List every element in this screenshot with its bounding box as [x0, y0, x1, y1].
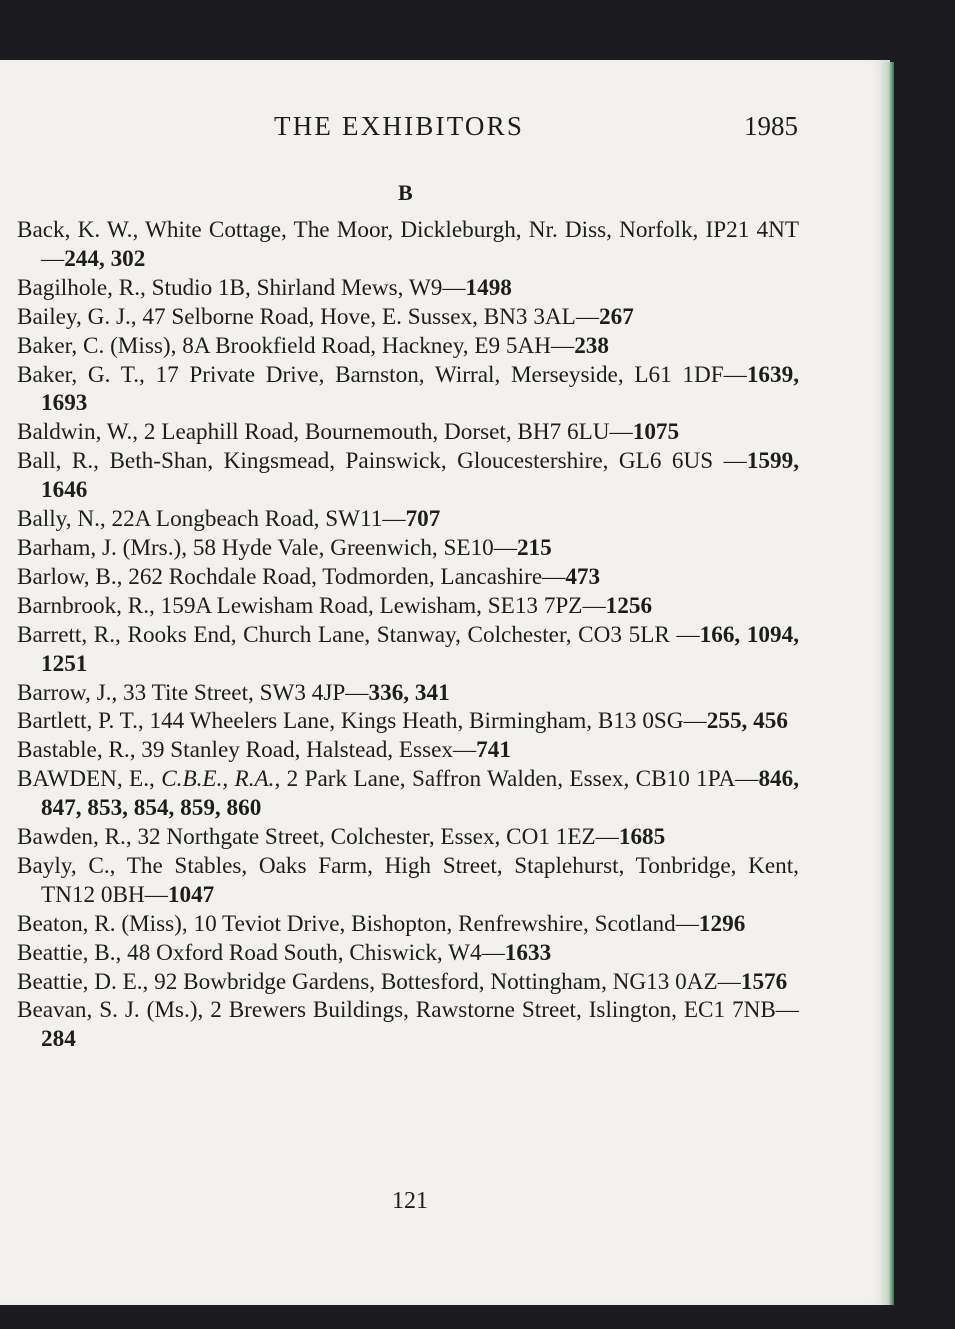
exhibitor-address: 10 Teviot Drive, Bishopton, Renfrewshire, Scotland—: [193, 910, 699, 937]
exhibitor-entry: [17, 621, 799, 679]
exhibitor-name: Beattie, D. E.,: [17, 968, 149, 995]
exhibitor-address: 2 Brewers Buildings, Rawstorne Street, Islington, EC1 7NB—: [210, 997, 799, 1024]
exhibitor-name: Back, K. W.,: [17, 217, 139, 243]
exhibitor-name: Barnbrook, R.,: [17, 592, 155, 619]
catalogue-numbers: 473: [565, 563, 601, 590]
exhibitor-entry: [17, 216, 799, 274]
exhibitor-address: Studio 1B, Shirland Mews, W9—: [151, 274, 466, 301]
exhibitor-address: 39 Stanley Road, Halstead, Essex—: [141, 737, 477, 764]
exhibitor-name: Baker, G. T.,: [17, 361, 145, 388]
catalogue-numbers: 1498: [465, 274, 512, 301]
exhibitor-name: Baker, C. (Miss),: [17, 332, 177, 359]
exhibitor-address: 32 Northgate Street, Colchester, Essex, CO1 1EZ—: [137, 824, 619, 851]
exhibitor-address: White Cottage, The Moor, Dickleburgh, Nr. Diss, Norfolk, IP21 4NT—: [41, 217, 799, 272]
catalogue-numbers: 215: [516, 534, 552, 561]
catalogue-numbers: 166, 1094, 1251: [41, 621, 800, 677]
exhibitor-name: Bailey, G. J.,: [17, 303, 137, 330]
catalogue-numbers: 255, 456: [706, 708, 788, 735]
exhibitor-address: 159A Lewisham Road, Lewisham, SE13 7PZ—: [160, 592, 606, 619]
exhibitor-address: 8A Brookfield Road, Hackney, E9 5AH—: [182, 332, 575, 359]
exhibitor-name: Bally, N.,: [17, 506, 106, 533]
exhibitor-entry: [17, 765, 799, 823]
exhibitor-name: Bartlett, P. T.,: [17, 708, 144, 735]
catalogue-numbers: 1075: [632, 419, 680, 446]
page-number: 121: [392, 1188, 428, 1214]
running-title: THE EXHIBITORS: [274, 111, 525, 141]
exhibitor-entry: [17, 736, 799, 765]
catalogue-numbers: 336, 341: [368, 679, 450, 706]
exhibitor-address: 262 Rochdale Road, Todmorden, Lancashire—: [128, 563, 566, 590]
exhibitor-name: Barrett, R.,: [17, 621, 121, 648]
exhibitor-address: 17 Private Drive, Barnston, Wirral, Merseyside, L61 1DF—: [155, 361, 747, 388]
exhibitor-honours: C.B.E., R.A.,: [161, 766, 281, 793]
exhibitor-name: Barham, J. (Mrs.),: [17, 534, 188, 561]
exhibitor-entry: [17, 939, 799, 968]
exhibitor-address: 2 Park Lane, Saffron Walden, Essex, CB10 1PA—: [286, 766, 759, 793]
exhibitor-entry: [17, 303, 799, 332]
exhibitor-entry: [17, 679, 799, 708]
catalogue-numbers: 1639, 1693: [41, 361, 799, 417]
exhibitor-entry: [17, 274, 799, 303]
exhibitor-name: Bawden, R.,: [17, 824, 132, 851]
exhibitor-address: Rooks End, Church Lane, Stanway, Colchester, CO3 5LR —: [127, 621, 700, 648]
exhibitor-entry: [17, 910, 799, 939]
exhibitor-address: 144 Wheelers Lane, Kings Heath, Birmingham, B13 0SG—: [149, 708, 707, 735]
exhibitor-entry: [17, 447, 799, 505]
year: 1985: [744, 111, 798, 141]
section-letter: B: [398, 180, 413, 205]
exhibitor-entry: [17, 852, 799, 910]
catalogue-numbers: 741: [476, 737, 511, 764]
catalogue-numbers: 707: [405, 506, 441, 533]
catalogue-numbers: 1047: [167, 881, 215, 908]
exhibitor-name: Barrow, J.,: [17, 679, 118, 706]
page-edge: [880, 62, 894, 1305]
catalogue-numbers: 284: [41, 1026, 76, 1053]
exhibitor-name: BAWDEN, E.,: [17, 766, 155, 793]
exhibitor-entry: [17, 418, 799, 447]
exhibitor-name: Beaton, R. (Miss),: [17, 910, 188, 937]
exhibitor-name: Bayly, C.,: [17, 852, 116, 879]
exhibitor-address: 47 Selborne Road, Hove, E. Sussex, BN3 3AL—: [142, 303, 600, 330]
exhibitor-name: Barlow, B.,: [17, 563, 123, 590]
exhibitor-name: Beattie, B.,: [17, 939, 122, 966]
exhibitor-address: 2 Leaphill Road, Bournemouth, Dorset, BH7 6LU—: [143, 419, 633, 446]
exhibitor-address: 92 Bowbridge Gardens, Bottesford, Nottingham, NG13 0AZ—: [154, 968, 741, 995]
exhibitor-list: [17, 216, 799, 1054]
exhibitor-address: 48 Oxford Road South, Chiswick, W4—: [127, 939, 505, 966]
catalogue-numbers: 1296: [698, 910, 746, 937]
catalogue-numbers: 1633: [504, 939, 552, 966]
exhibitor-entry: [17, 534, 799, 563]
exhibitor-name: Bastable, R.,: [17, 737, 136, 764]
catalogue-numbers: 1576: [740, 968, 788, 995]
exhibitor-name: Bagilhole, R.,: [17, 274, 146, 301]
exhibitor-address: 22A Longbeach Road, SW11—: [111, 506, 406, 533]
exhibitor-address: 58 Hyde Vale, Greenwich, SE10—: [192, 534, 517, 561]
catalogue-numbers: 244, 302: [64, 245, 146, 272]
exhibitor-address: 33 Tite Street, SW3 4JP—: [123, 679, 369, 706]
catalogue-numbers: 238: [574, 332, 609, 359]
catalogue-numbers: 1256: [605, 592, 653, 619]
exhibitor-entry: [17, 563, 799, 592]
running-header: [0, 111, 890, 145]
exhibitor-entry: [17, 707, 799, 736]
exhibitor-entry: [17, 968, 799, 997]
exhibitor-entry: [17, 505, 799, 534]
catalogue-numbers: 846, 847, 853, 854, 859, 860: [41, 766, 800, 822]
catalogue-numbers: 1685: [618, 824, 666, 851]
exhibitor-entry: [17, 361, 799, 419]
catalogue-numbers: 1599, 1646: [41, 448, 799, 504]
exhibitor-address: The Stables, Oaks Farm, High Street, Staplehurst, Tonbridge, Kent, TN12 0BH—: [41, 852, 799, 908]
exhibitor-name: Ball, R.,: [17, 448, 99, 475]
exhibitor-entry: [17, 592, 799, 621]
exhibitor-entry: [17, 332, 799, 361]
exhibitor-name: Baldwin, W.,: [17, 419, 139, 446]
exhibitor-address: Beth-Shan, Kingsmead, Painswick, Gloucestershire, GL6 6US —: [109, 448, 747, 475]
catalogue-numbers: 267: [599, 303, 634, 330]
exhibitor-name: Beavan, S. J. (Ms.),: [17, 997, 204, 1024]
exhibitor-entry: [17, 823, 799, 852]
exhibitor-entry: [17, 996, 799, 1054]
